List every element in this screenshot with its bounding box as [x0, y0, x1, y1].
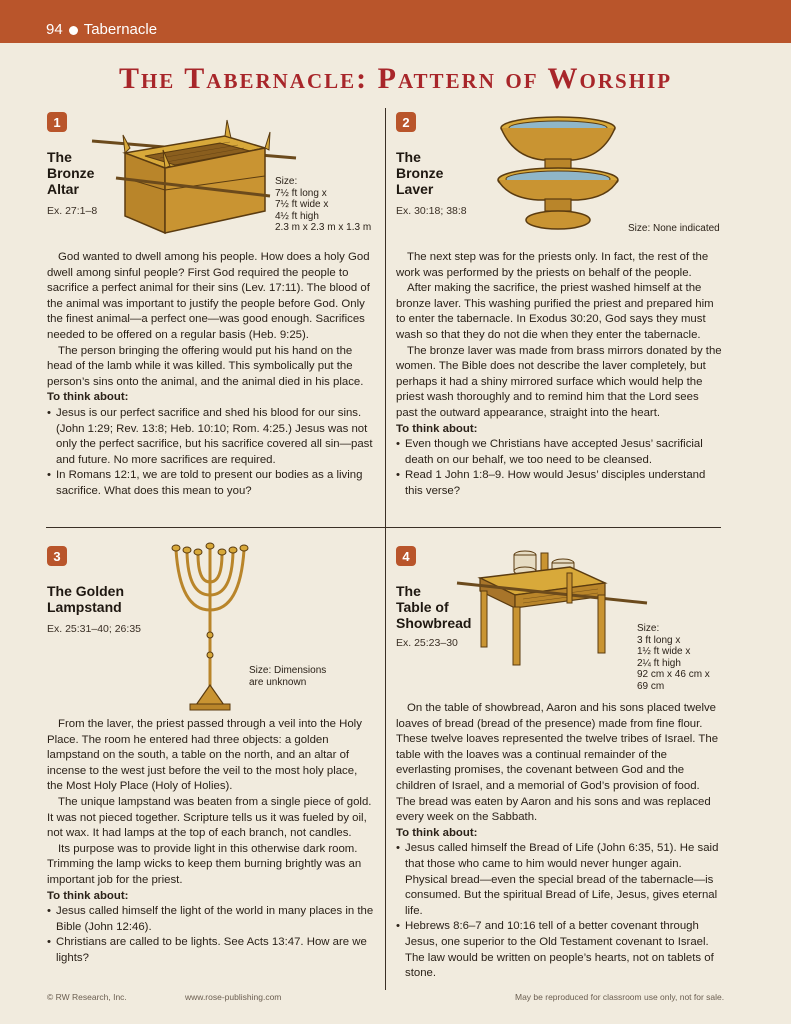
scripture-reference: Ex. 30:18; 38:8 [396, 205, 467, 217]
section-body [47, 250, 375, 500]
size-info [249, 665, 326, 688]
size-info [628, 223, 720, 235]
section-title [47, 149, 94, 197]
section-number-badge: 1 [47, 112, 67, 132]
list-item: • Jesus called himself the Bread of Life (John 6:35, 51). He said that those who came to him would never hunger again. Physical bread—even the special bread of the tabernacle—is consumed. But the spiritual Bread of Life, Jesus, gives eternal life. [396, 841, 722, 919]
bullet-dot-icon [69, 26, 78, 35]
list-item: • Hebrews 8:6–7 and 10:16 tell of a better covenant through Jesus, one superior to the Old Testament covenant to Israel. The law would be written on people’s hearts, not on tablets of stone. [396, 919, 722, 981]
page-number: 94 [46, 21, 63, 38]
title-line: Table of [396, 599, 449, 615]
body-paragraph: On the table of showbread, Aaron and his sons placed twelve loaves of bread (bread of the presence) made from fine flour. These twelve loaves represented the twelve tribes of Israel. The table with the loaves was a continual remainder of the everlasting promises, the covenant between God and the children of Israel, and a memorial of God’s provision of food. The bread was eaten by Aaron and his sons and was replaced every week on the Sabbath. [396, 702, 719, 824]
size-info [275, 176, 371, 234]
size-line: 69 cm [637, 680, 665, 692]
size-line: 92 cm x 46 cm x [637, 669, 710, 680]
table-of-showbread-icon [455, 543, 650, 667]
title-line: The [396, 149, 421, 165]
body-paragraph: The person bringing the offering would put his hand on the head of the lamb while it was killed. This symbolically put the person’s sins onto the animal, and the animal died in his place. [47, 344, 364, 388]
section-number-badge: 3 [47, 546, 67, 566]
bronze-altar-icon [90, 108, 300, 240]
size-line: Size: [637, 623, 660, 634]
list-item: • Even though we Christians have accepted Jesus’ sacrificial death on our behalf, we too need to be cleansed. [396, 437, 722, 468]
page-header [46, 21, 157, 39]
header-section: Tabernacle [83, 21, 158, 38]
body-paragraph: From the laver, the priest passed through a veil into the Holy Place. The room he entered had three objects: a golden lampstand on the south, a table on the north, and an altar of incense to the west just before the veil to the most holy place, the Most Holy Place (Holy of Holies). [47, 718, 362, 793]
page-title: The Tabernacle: Pattern of Worship [118, 62, 673, 95]
title-line: Showbread [396, 615, 472, 631]
body-paragraph: The unique lampstand was beaten from a single piece of gold. It was not pieced together. Scripture tells us it was fueled by oil, not wax. It had lamps at the top of each branch, not candles. [47, 795, 372, 840]
footer-notice: May be reproduced for classroom use only, not for sale. [515, 992, 725, 1002]
list-item: • In Romans 12:1, we are told to present our bodies as a living sacrifice. What does this mean to you? [47, 468, 375, 499]
section-title [47, 583, 124, 615]
size-line: 7½ ft long x [275, 187, 327, 199]
section-body [396, 250, 722, 500]
size-line: 2¼ ft high [637, 657, 681, 669]
list-item: • Read 1 John 1:8–9. How would Jesus’ disciples understand this verse? [396, 468, 722, 499]
row-divider [46, 527, 721, 528]
think-about-heading: To think about: [47, 889, 129, 902]
scripture-reference: Ex. 27:1–8 [47, 205, 98, 217]
think-about-heading: To think about: [396, 422, 478, 435]
list-item: • Jesus is our perfect sacrifice and shed his blood for our sins. (John 1:29; Rev. 13:8; Heb. 10:10; Rom. 4:25.) Jesus was not only the perfect sacrifice, but his sacrifice covered all sin—past and future. No more sacrifices are required. [47, 406, 375, 468]
size-info [637, 623, 710, 692]
title-line: Bronze [396, 165, 444, 181]
footer-website[interactable]: www.rose-publishing.com [185, 992, 282, 1002]
think-about-list [47, 904, 375, 966]
think-about-list [396, 437, 722, 499]
bronze-laver-icon [493, 112, 623, 234]
title-line: Laver [396, 181, 434, 197]
think-about-list [47, 406, 375, 500]
body-paragraph: After making the sacrifice, the priest washed himself at the bronze laver. This washing purified the priest and prepared him to enter the tabernacle. In Exodus 30:20, God says they must wash so that they do not die when they enter the tabernacle. [396, 282, 714, 341]
think-about-heading: To think about: [396, 826, 478, 839]
size-line: Size: None indicated [628, 223, 720, 234]
title-line: The [47, 149, 72, 165]
list-item: • Jesus called himself the light of the world in many places in the Bible (John 12:46). [47, 904, 375, 935]
list-item: • Christians are called to be lights. See Acts 13:47. How are we lights? [47, 935, 375, 966]
title-line: Lampstand [47, 599, 122, 615]
title-line: The [396, 583, 421, 599]
body-paragraph: The bronze laver was made from brass mirrors donated by the women. The Bible does not describe the laver completely, but perhaps it had a shiny mirrored surface which would help the priest wash thoroughly and to remind him that the Lord sees past the outward appearance, straight into the heart. [396, 344, 722, 419]
footer-copyright: © RW Research, Inc. [47, 992, 127, 1002]
size-line: 3 ft long x [637, 634, 681, 646]
size-line: 4½ ft high [275, 210, 319, 222]
section-title [396, 149, 443, 197]
size-line: 7½ ft wide x [275, 199, 329, 210]
body-paragraph: The next step was for the priests only. In fact, the rest of the work was performed by the priests on behalf of the people. [396, 251, 709, 279]
body-paragraph: God wanted to dwell among his people. How does a holy God dwell among sinful people? First God required the people to sacrifice a perfect animal for their sins (Lev. 17:11). The blood of the animal was important to justify the people before God. Only the finest animal—a perfect one—was good enough. Sacrifices needed to be offered on a regular basis (Heb. 9:25). [47, 251, 370, 341]
section-body [396, 701, 722, 982]
scripture-reference: Ex. 25:23–30 [396, 637, 458, 649]
title-line: Bronze [47, 165, 95, 181]
body-paragraph: Its purpose was to provide light in this otherwise dark room. Trimming the lamp wicks to keep them burning brightly was an important job for the priest. [47, 842, 362, 886]
golden-lampstand-icon [168, 540, 252, 712]
size-line: 2.3 m x 2.3 m x 1.3 m [275, 222, 372, 233]
title-line: The Golden [47, 583, 124, 599]
size-line: are unknown [249, 676, 307, 688]
column-divider [385, 108, 386, 990]
size-line: 1½ ft wide x [637, 646, 691, 657]
size-line: Size: Dimensions [249, 665, 327, 676]
think-about-heading: To think about: [47, 391, 129, 404]
section-number-badge: 2 [396, 112, 416, 132]
title-line: Altar [47, 181, 79, 197]
think-about-list [396, 841, 722, 981]
size-line: Size: [275, 176, 298, 187]
scripture-reference: Ex. 25:31–40; 26:35 [47, 623, 141, 635]
section-body [47, 717, 375, 967]
section-number-badge: 4 [396, 546, 416, 566]
